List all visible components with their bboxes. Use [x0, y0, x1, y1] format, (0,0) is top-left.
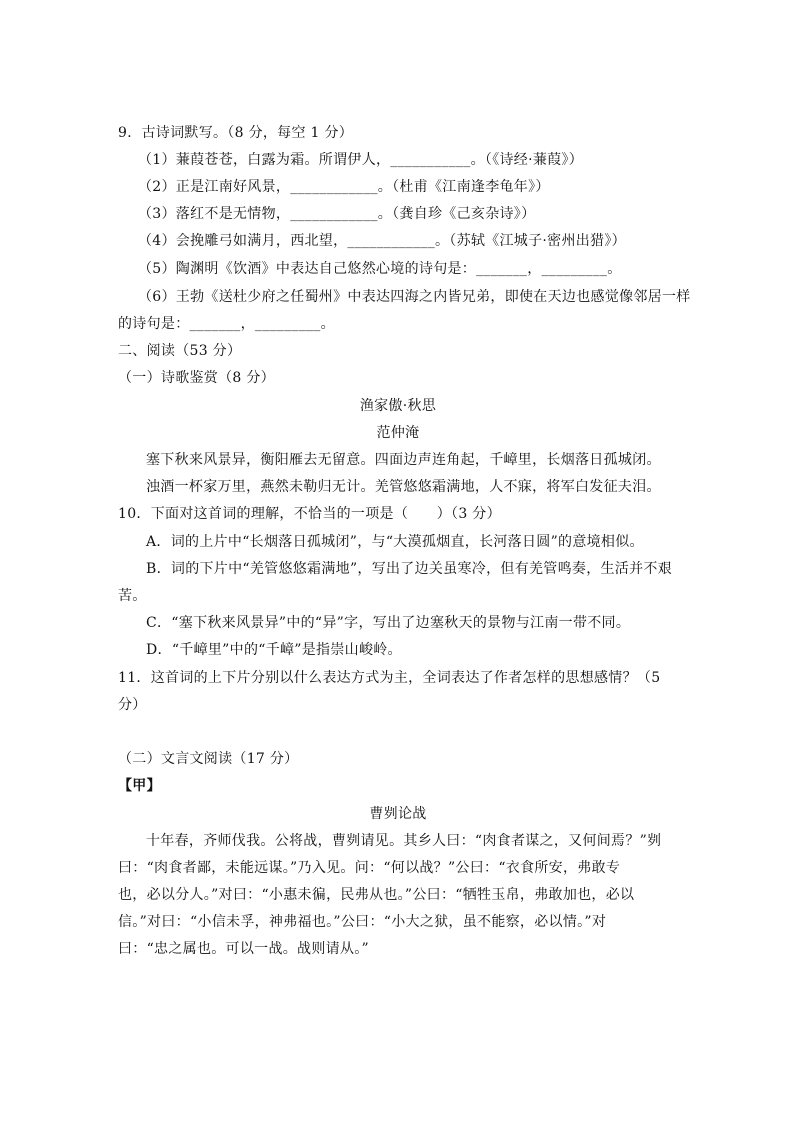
- text-title: 曹刿论战: [369, 806, 427, 822]
- q9-item-6-cont: 的诗句是：_______，_________。: [118, 316, 335, 332]
- q9-item-5: （5）陶渊明《饮酒》中表达自己悠然心境的诗句是：_______，_________。: [138, 261, 622, 277]
- text-line-2: 曰：“肉食者鄙，未能远谋。”乃入见。问：“何以战？”公曰：“衣食所安，弗敢专: [118, 860, 621, 876]
- q10-option-d: D．“千嶂里”中的“千嶂”是指崇山峻岭。: [146, 642, 402, 658]
- text-line-3: 也，必以分人。”对曰：“小惠未徧，民弗从也。”公曰：“牺牲玉帛，弗敢加也，必以: [118, 887, 635, 903]
- q9-item-2: （2）正是江南好风景，____________。（杜甫《江南逢李龟年》）: [138, 179, 550, 195]
- poem-author: 范仲淹: [376, 425, 420, 441]
- q9-item-6: （6）王勃《送杜少府之任蜀州》中表达四海之内皆兄弟，即使在天边也感觉像邻居一样: [138, 289, 691, 305]
- q10-option-c: C．“塞下秋来风景异”中的“异”字，写出了边塞秋天的景物与江南一带不同。: [146, 615, 631, 631]
- section-2-title: 二、阅读（53 分）: [118, 343, 242, 359]
- q11-stem: 11．这首词的上下片分别以什么表达方式为主，全词表达了作者怎样的思想感情？（5: [118, 670, 661, 686]
- poem-line-2: 浊酒一杯家万里，燕然未勒归无计。羌管悠悠霜满地，人不寐，将军白发征夫泪。: [146, 479, 661, 495]
- q10-stem: 10．下面对这首词的理解，不恰当的一项是（ ）（3 分）: [118, 506, 501, 522]
- poem-title: 渔家傲·秋思: [359, 398, 437, 414]
- text-line-4: 信。”对曰：“小信未孚，神弗福也。”公曰：“小大之狱，虽不能察，必以情。”对: [118, 914, 607, 930]
- q9-item-1: （1）蒹葭苍苍，白露为霜。所谓伊人，___________。（《诗经·蒹葭》）: [138, 152, 584, 168]
- q10-option-a: A．词的上片中“长烟落日孤城闭”，与“大漠孤烟直，长河落日圆”的意境相似。: [146, 534, 644, 550]
- q9-item-4: （4）会挽雕弓如满月，西北望，____________。（苏轼《江城子·密州出猎》）: [138, 233, 626, 249]
- text-jia-label: 【甲】: [118, 778, 161, 794]
- q9-title: 9．古诗词默写。（8 分，每空 1 分）: [118, 125, 354, 141]
- poetry-section-title: （一）诗歌鉴赏（8 分）: [118, 370, 275, 386]
- q10-option-b-cont: 苦。: [118, 588, 147, 604]
- q11-stem-cont: 分）: [118, 697, 147, 713]
- q10-option-b: B．词的下片中“羌管悠悠霜满地”，写出了边关虽寒冷，但有羌管鸣奏，生活并不艰: [146, 561, 672, 577]
- q9-item-3: （3）落红不是无情物，____________。（龚自珍《己亥杂诗》）: [138, 206, 536, 222]
- poem-line-1: 塞下秋来风景异，衡阳雁去无留意。四面边声连角起，千嶂里，长烟落日孤城闭。: [146, 452, 661, 468]
- classical-section-title: （二）文言文阅读（17 分）: [118, 751, 299, 767]
- text-line-5: 曰：“忠之属也。可以一战。战则请从。”: [118, 941, 370, 957]
- text-line-1: 十年春，齐师伐我。公将战，曹刿请见。其乡人曰：“肉食者谋之，又何间焉？”刿: [146, 833, 662, 849]
